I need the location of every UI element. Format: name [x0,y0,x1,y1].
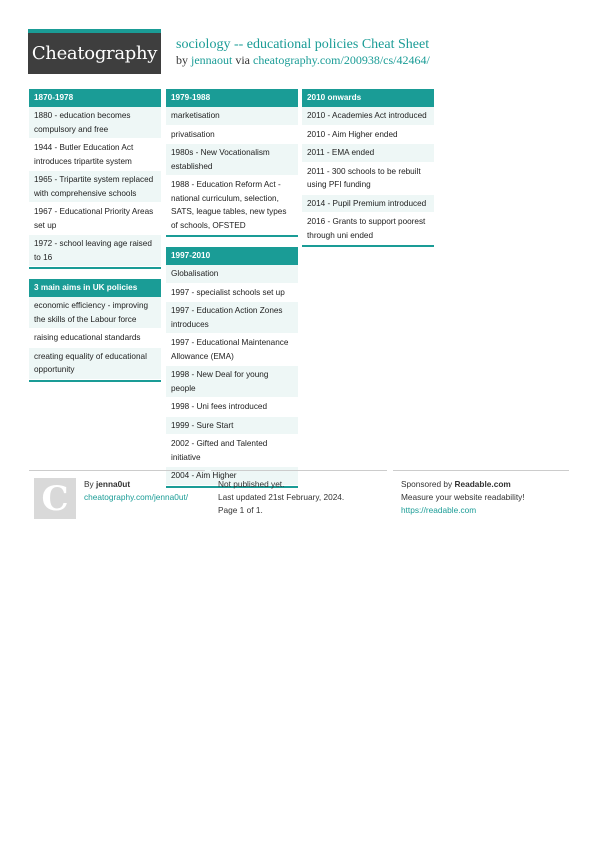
list-item: 1980s - New Vocationalism established [166,144,298,176]
list-item: 1999 - Sure Start [166,417,298,436]
list-item: 2010 - Aim Higher ended [302,126,434,145]
list-item: 1997 - Education Action Zones introduces [166,302,298,334]
list-item: 1944 - Butler Education Act introduces tripartite system [29,139,161,171]
section-heading: 1870-1978 [29,89,161,107]
byline-by: by [176,53,188,67]
footer-by-label: By [84,479,94,489]
list-item: 2014 - Pupil Premium introduced [302,195,434,214]
page-number: Page 1 of 1. [218,505,263,515]
list-item: 2016 - Grants to support poorest through uni ended [302,213,434,245]
list-item: economic efficiency - improving the skills of the Labour force [29,297,161,329]
section-2010-onwards [302,89,434,247]
list-item: 2011 - 300 schools to be rebuilt using PFI funding [302,163,434,195]
list-item: 1967 - Educational Priority Areas set up [29,203,161,235]
list-item: 1988 - Education Reform Act - national curriculum, selection, SATS, league tables, new types of schools, OFSTED [166,176,298,235]
section-heading: 3 main aims in UK policies [29,279,161,297]
footer-author-link[interactable]: cheatography.com/jenna0ut/ [84,492,189,502]
page-title[interactable]: sociology -- educational policies Cheat Sheet [176,37,430,52]
column-1 [29,89,161,392]
last-updated: Last updated 21st February, 2024. [218,492,345,502]
avatar-letter: C [41,478,69,519]
list-item: 2011 - EMA ended [302,144,434,163]
sheet-url-link[interactable]: cheatography.com/200938/cs/42464/ [253,53,430,67]
sponsor-name[interactable]: Readable.com [454,479,511,489]
list-item: 1998 - New Deal for young people [166,366,298,398]
published-status: Not published yet. [218,479,285,489]
section-1997-2010 [166,247,298,488]
list-item: 1880 - education becomes compulsory and free [29,107,161,139]
avatar[interactable] [34,478,76,519]
column-2 [166,89,298,498]
section-heading: 1979-1988 [166,89,298,107]
footer-publish-block [218,478,344,517]
list-item: 2004 - Aim Higher [166,467,298,486]
list-item: privatisation [166,126,298,145]
footer-author-name[interactable]: jenna0ut [96,479,131,489]
byline-via: via [235,53,250,67]
logo-text: Cheatography [31,43,158,64]
section-main-aims [29,279,161,382]
column-3 [302,89,434,257]
section-1870-1978 [29,89,161,269]
footer-divider [393,470,569,471]
footer-divider [29,470,205,471]
list-item: creating equality of educational opportunity [29,348,161,380]
list-item: Globalisation [166,265,298,284]
byline [176,53,430,68]
list-item: marketisation [166,107,298,126]
list-item: 1972 - school leaving age raised to 16 [29,235,161,267]
section-1979-1988 [166,89,298,237]
list-item: 1998 - Uni fees introduced [166,398,298,417]
sponsor-tagline: Measure your website readability! [401,492,525,502]
list-item: 2010 - Academies Act introduced [302,107,434,126]
cheatography-logo[interactable] [28,29,161,74]
list-item: 1965 - Tripartite system replaced with comprehensive schools [29,171,161,203]
list-item: raising educational standards [29,329,161,348]
sponsor-label: Sponsored by [401,479,453,489]
list-item: 2002 - Gifted and Talented initiative [166,435,298,467]
footer-sponsor-block [401,478,525,517]
list-item: 1997 - specialist schools set up [166,284,298,303]
section-heading: 2010 onwards [302,89,434,107]
list-item: 1997 - Educational Maintenance Allowance (EMA) [166,334,298,366]
footer-divider [211,470,387,471]
author-link[interactable]: jennaout [191,53,233,67]
section-heading: 1997-2010 [166,247,298,265]
footer-author-block [84,478,188,504]
sponsor-link[interactable]: https://readable.com [401,505,477,515]
